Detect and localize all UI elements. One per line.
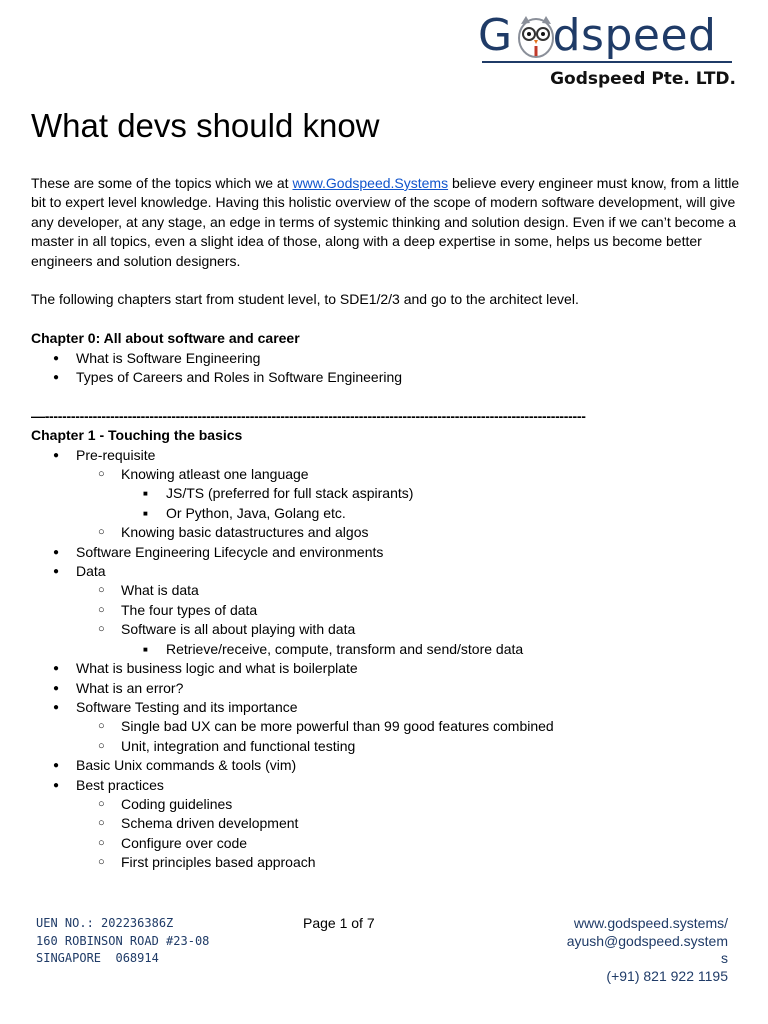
footer-email-line1: ayush@godspeed.system [566,932,728,949]
owl-icon [516,12,556,60]
intro-text-end: believe every engineer must know, from a little bit to expert level knowledge. Having this holistic overview of the scope of modern software development, will give any developer, at any stage, an edge in terms of systemic thinking and solution design. Even if we can’t become a master in all topics, even a slight idea of those, along with a deep expertise in some, helps us become better engineers and solution designers. [31,175,740,269]
sub-sub-list [121,484,741,523]
sub-list [76,581,741,659]
list-item: ● Software Engineering Lifecycle and environments [31,543,741,562]
page-number: Page 1 of 7 [303,915,375,931]
footer-email-line2: s [721,950,728,966]
list-item: ○ Coding guidelines [76,795,741,814]
page-title: What devs should know [31,107,380,144]
document-body [31,174,741,873]
section-divider: —---------------------------------------------------------------------------------------------------------------------------- [31,407,586,424]
chapter1-list [31,446,741,873]
list-item: ● Basic Unix commands & tools (vim) [31,756,741,775]
footer-address-line2: SINGAPORE 068914 [36,951,159,965]
chapter1-heading: Chapter 1 - Touching the basics [31,427,243,444]
list-item: ■ Retrieve/receive, compute, transform and send/store data [121,640,741,659]
list-item: ● What is an error? [31,679,741,698]
chapters-intro: The following chapters start from student level, to SDE1/2/3 and go to the architect level. [31,291,579,308]
company-name: Godspeed Pte. LTD. [550,69,736,89]
footer-address [36,915,209,968]
intro-text-start: These are some of the topics which we at [31,175,293,191]
logo-letter-g: G [478,10,513,61]
sub-list [76,795,741,873]
list-item: ○ What is data [76,581,741,600]
list-item: ○ Knowing atleast one language ■ JS/TS (preferred for full stack aspirants) ■ Or Python, Java, Golang etc. [76,465,741,523]
list-item: ○ Single bad UX can be more powerful than 99 good features combined [76,717,741,736]
list-item: ○ The four types of data [76,601,741,620]
list-item: ○ Software is all about playing with data ■ Retrieve/receive, compute, transform and send/store data [76,620,741,659]
list-item: ○ Unit, integration and functional testing [76,737,741,756]
intro-paragraph [31,174,741,271]
list-item: ○ Schema driven development [76,814,741,833]
logo-underline [482,61,732,63]
footer-website: www.godspeed.systems/ [573,915,728,931]
list-item: ○ Configure over code [76,834,741,853]
list-item: ■ Or Python, Java, Golang etc. [121,504,741,523]
logo-letters-rest: dspeed [552,10,717,61]
list-item: ● Software Testing and its importance ○ Single bad UX can be more powerful than 99 good features combined ○ Unit, integration and functional testing [31,698,741,756]
footer-uen: UEN NO.: 202236386Z [36,916,174,930]
sub-list [76,465,741,543]
list-item: ○ First principles based approach [76,853,741,872]
footer-phone: (+91) 821 922 1195 [606,967,728,984]
list-item: ● Pre-requisite ○ Knowing atleast one language ■ JS/TS (preferred for full stack aspirants) ■ Or Python, Java, Golang etc. ○ Knowing basic datastructures and algos [31,446,741,543]
list-item: ● What is business logic and what is boilerplate [31,659,741,678]
sub-list [76,717,741,756]
logo-wordmark [478,6,716,66]
list-item: ○ Knowing basic datastructures and algos [76,523,741,542]
list-item: ■ JS/TS (preferred for full stack aspirants) [121,484,741,503]
company-logo [478,6,736,68]
chapter0-list [31,349,741,388]
list-item: ● Data ○ What is data ○ The four types of data ○ Software is all about playing with data ■ Retrieve/receive, compute, transform and send/store data [31,562,741,659]
chapter0-heading: Chapter 0: All about software and career [31,330,300,347]
list-item: ● Types of Careers and Roles in Software Engineering [31,368,741,387]
footer-contact [528,915,728,985]
footer-address-line1: 160 ROBINSON ROAD #23-08 [36,933,210,948]
godspeed-link[interactable]: www.Godspeed.Systems [292,175,449,191]
list-item: ● What is Software Engineering [31,349,741,368]
list-item: ● Best practices ○ Coding guidelines ○ Schema driven development ○ Configure over code ○ First principles based approach [31,776,741,873]
sub-sub-list [121,640,741,659]
